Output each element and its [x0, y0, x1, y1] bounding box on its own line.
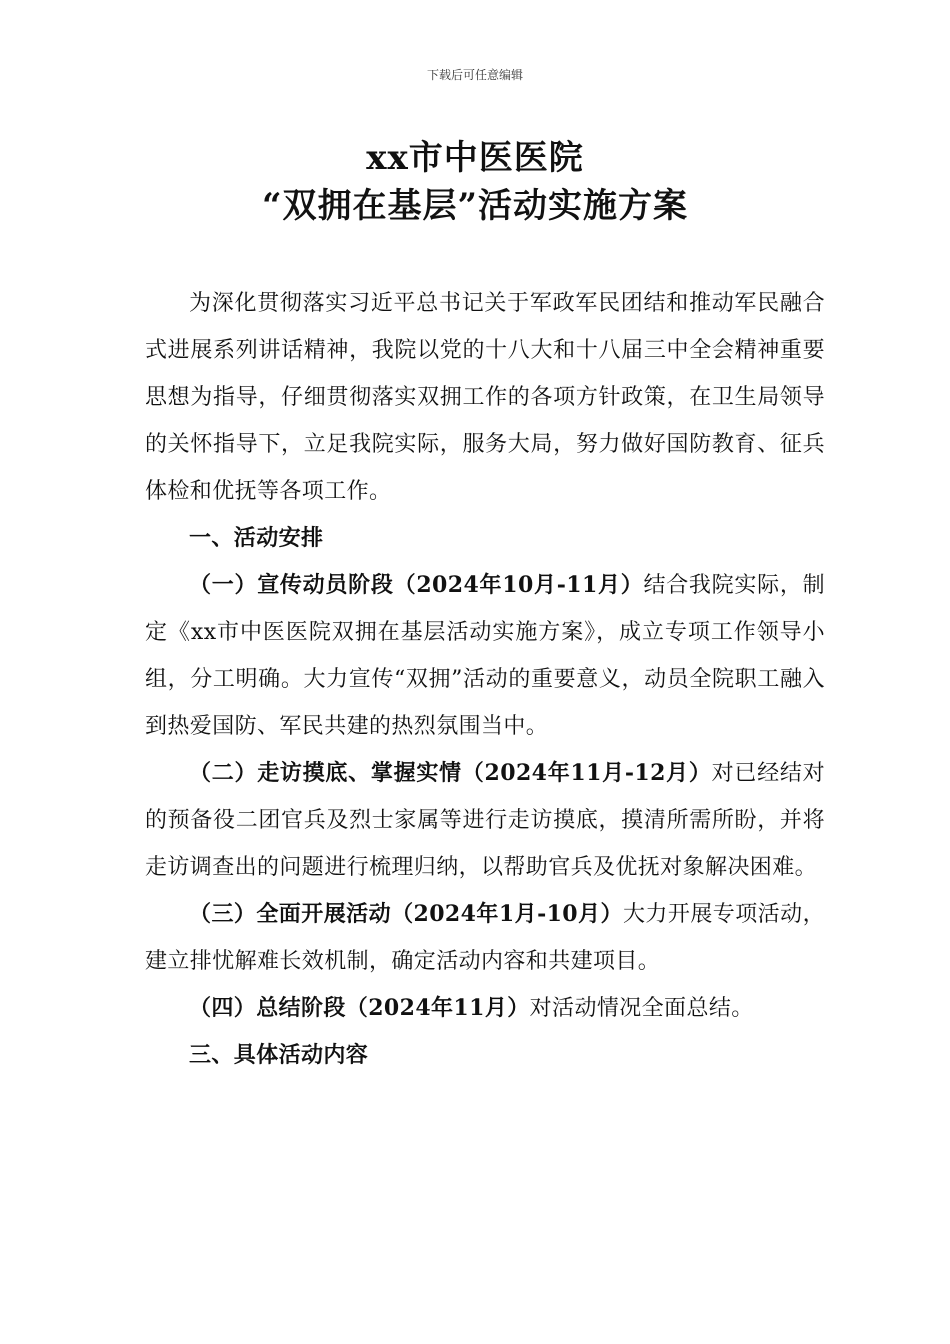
stage-paragraph-3	[145, 891, 825, 985]
stage-lead-4: （四）总结阶段（2024年11月）	[189, 995, 530, 1021]
stage-text-1: 结合我院实际，制定《xx市中医医院双拥在基层活动实施方案》，成立专项工作领导小组，分工明确。大力宣传“双拥”活动的重要意义，动员全院职工融入到热爱国防、军民共建的热烈氛围当中。	[145, 573, 826, 739]
document-title-line1: xx市中医医院	[366, 138, 584, 178]
stage-paragraph-4	[145, 985, 825, 1032]
stage-paragraph-2	[145, 750, 825, 891]
stage-lead-3: （三）全面开展活动（2024年1月-10月）	[189, 901, 623, 927]
stage-lead-1: （一）宣传动员阶段（2024年10月-11月）	[189, 572, 644, 598]
stage-lead-2: （二）走访摸底、掌握实情（2024年11月-12月）	[189, 760, 712, 786]
header-note: 下载后可任意编辑	[426, 68, 523, 82]
document-body	[145, 280, 825, 1079]
section-heading-content: 三、具体活动内容	[189, 1042, 369, 1068]
document-title-line2: “双拥在基层”活动实施方案	[261, 186, 689, 226]
section-heading-arrangement: 一、活动安排	[189, 525, 324, 551]
intro-paragraph: 为深化贯彻落实习近平总书记关于军政军民团结和推动军民融合式进展系列讲话精神，我院以党的十八大和十八届三中全会精神重要思想为指导，仔细贯彻落实双拥工作的各项方针政策，在卫生局领导的关怀指导下，立足我院实际，服务大局，努力做好国防教育、征兵体检和优抚等各项工作。	[145, 291, 825, 504]
stage-text-2: 对已经结对的预备役二团官兵及烈士家属等进行走访摸底，摸清所需所盼，并将走访调查出的问题进行梳理归纳，以帮助官兵及优抚对象解决困难。	[145, 761, 825, 880]
stage-text-3: 大力开展专项活动，建立排忧解难长效机制，确定活动内容和共建项目。	[145, 902, 825, 974]
stage-text-4: 对活动情况全面总结。	[529, 996, 754, 1021]
stage-paragraph-1	[145, 562, 825, 750]
